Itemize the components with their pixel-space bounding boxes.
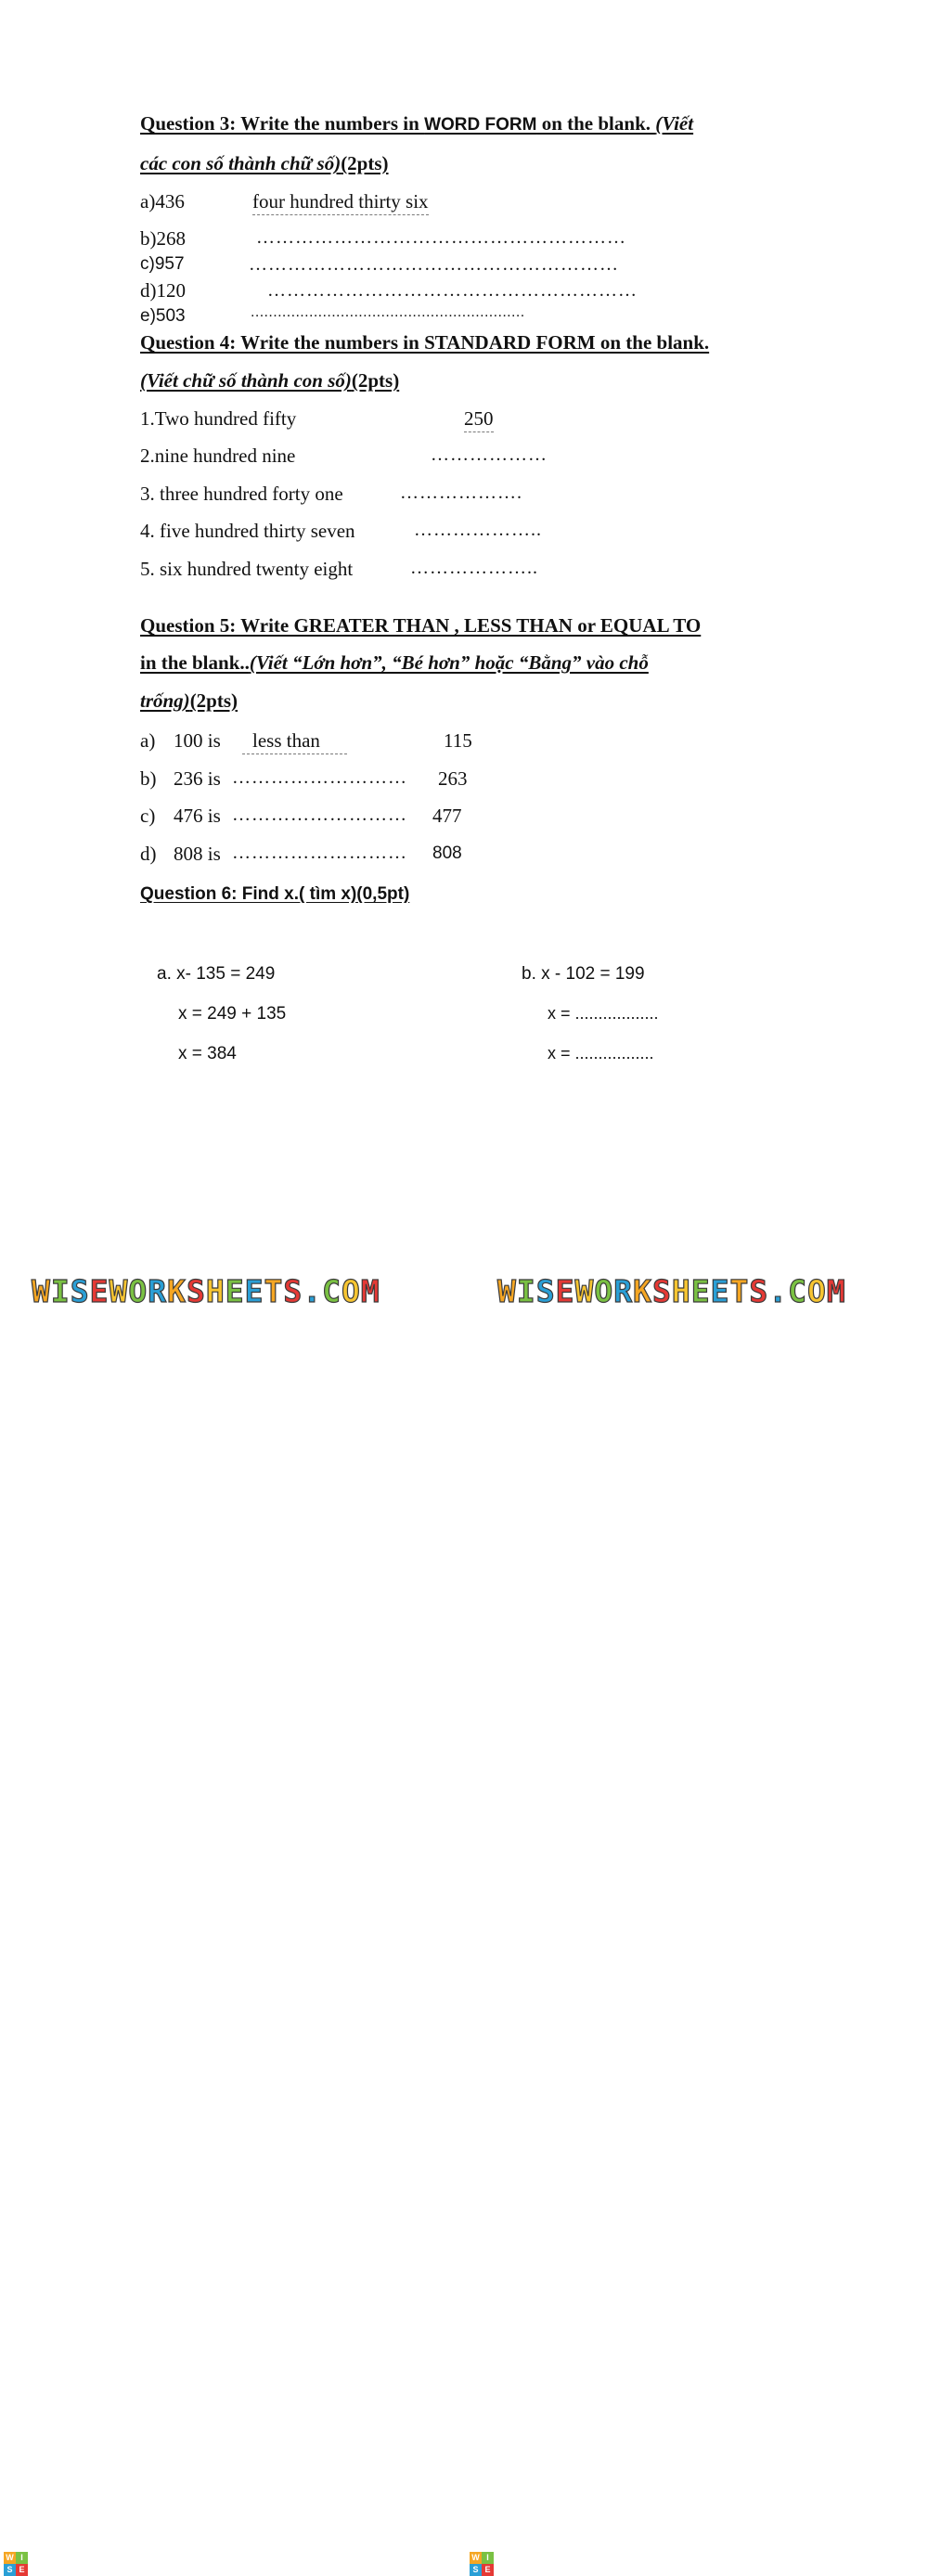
watermark-letter: S (652, 1273, 672, 1309)
q5-item-d-blank[interactable]: ……………………… (232, 843, 407, 863)
watermark-letter: O (807, 1273, 827, 1309)
q5-item-d-letter: d) (140, 843, 157, 865)
q3-item-a-label: a)436 (140, 190, 185, 213)
q6-a-line2: x = 249 + 135 (178, 1004, 287, 1024)
q3-item-c-label: c)957 (140, 254, 185, 274)
watermark-letter: E (555, 1273, 575, 1309)
watermark-letter: T (729, 1273, 750, 1309)
q5-item-c-letter: c) (140, 805, 156, 827)
watermark-letter: W (497, 1273, 517, 1309)
watermark-letter: E (244, 1273, 264, 1309)
q5-item-a-left: 100 is (174, 729, 221, 752)
q6-a-line3: x = 384 (178, 1044, 237, 1063)
q6-b-line1: b. x - 102 = 199 (522, 964, 645, 984)
q4-item-1-label: 1.Two hundred fifty (140, 407, 297, 430)
watermark-letter: M (826, 1273, 846, 1309)
watermark-letter: . (303, 1273, 323, 1309)
q4-heading-line2: (Viết chữ số thành con số)(2pts) (140, 369, 400, 392)
watermark-letter: S (535, 1273, 556, 1309)
watermark-letter: H (671, 1273, 691, 1309)
watermark-letter: I (50, 1273, 71, 1309)
watermark-letter: E (225, 1273, 245, 1309)
q6-a-line1: a. x- 135 = 249 (157, 964, 276, 984)
q3-heading-line1: Question 3: Write the numbers in WORD FORM on the blank. (Viết (140, 112, 694, 135)
watermark-letter: O (342, 1273, 361, 1309)
watermark-letter: T (264, 1273, 284, 1309)
watermark-letter: S (70, 1273, 90, 1309)
watermark-letter: W (574, 1273, 595, 1309)
q4-item-2-blank[interactable]: ……………… (431, 444, 548, 465)
watermark-letter: C (322, 1273, 342, 1309)
q5-item-c-left: 476 is (174, 805, 221, 827)
q3-item-c-blank[interactable]: ………………………………………………… (249, 254, 619, 275)
logo-icon: W I S E (470, 2552, 494, 2576)
q5-item-b-left: 236 is (174, 767, 221, 790)
q5-item-b-letter: b) (140, 767, 157, 790)
watermark-letter: R (613, 1273, 634, 1309)
q3-item-e-label: e)503 (140, 306, 186, 326)
watermark-letter: C (788, 1273, 807, 1309)
q4-item-2-label: 2.nine hundred nine (140, 444, 296, 467)
watermark-letter: R (148, 1273, 168, 1309)
q5-item-a-answer: less than (242, 729, 347, 754)
q4-heading-line1: Question 4: Write the numbers in STANDARD FORM on the blank. (140, 331, 710, 354)
q3-item-b-label: b)268 (140, 227, 186, 250)
watermark-letter: K (633, 1273, 652, 1309)
watermark-letter: S (749, 1273, 769, 1309)
watermark-letter: E (710, 1273, 730, 1309)
q5-item-a-letter: a) (140, 729, 156, 752)
watermark-letter: W (32, 1273, 51, 1309)
watermark-letter: S (187, 1273, 206, 1309)
q5-heading-line2: in the blank..(Viết “Lớn hơn”, “Bé hơn” hoặc “Bằng” vào chỗ (140, 651, 649, 674)
watermark-letter: E (89, 1273, 110, 1309)
q4-item-4-blank[interactable]: ……………….. (414, 520, 542, 540)
watermark-text (32, 1275, 380, 1308)
q6-heading: Question 6: Find x.( tìm x)(0,5pt) (140, 884, 410, 904)
q3-item-a-answer: four hundred thirty six (252, 190, 429, 215)
watermark-letter: I (516, 1273, 536, 1309)
q5-heading-line3: trống)(2pts) (140, 689, 238, 712)
q5-item-c-right: 477 (432, 805, 462, 827)
q6-b-line3[interactable]: x = ................. (548, 1044, 654, 1063)
q5-item-b-blank[interactable]: ……………………… (232, 767, 407, 788)
q4-item-1-answer: 250 (464, 407, 494, 432)
watermark-letter: O (594, 1273, 614, 1309)
q5-item-c-blank[interactable]: ……………………… (232, 805, 407, 825)
q4-item-3-blank[interactable]: ………………. (400, 483, 522, 503)
q3-heading-line2: các con số thành chữ số)(2pts) (140, 152, 389, 174)
q3-item-e-blank[interactable]: ............................................................. (251, 304, 525, 320)
q5-heading-line1: Question 5: Write GREATER THAN , LESS THAN or EQUAL TO (140, 614, 702, 637)
q3-item-b-blank[interactable]: ………………………………………………… (256, 227, 626, 248)
watermark-letter: H (205, 1273, 226, 1309)
q4-item-5-label: 5. six hundred twenty eight (140, 558, 354, 580)
watermark-letter: . (768, 1273, 789, 1309)
q3-item-d-blank[interactable]: ………………………………………………… (267, 280, 638, 301)
logo-icon: W I S E (4, 2552, 28, 2576)
q4-item-3-label: 3. three hundred forty one (140, 483, 343, 505)
q5-item-b-right: 263 (438, 767, 468, 790)
q4-item-5-blank[interactable]: ……………….. (410, 558, 538, 578)
watermark-letter: K (167, 1273, 187, 1309)
watermark-text (497, 1275, 846, 1308)
q5-item-a-right: 115 (444, 729, 472, 752)
q6-b-line2[interactable]: x = .................. (548, 1004, 659, 1023)
watermark-letter: M (360, 1273, 380, 1309)
q4-item-4-label: 4. five hundred thirty seven (140, 520, 355, 542)
watermark-letter: O (128, 1273, 148, 1309)
watermark-letter: S (283, 1273, 303, 1309)
watermark-letter: W (109, 1273, 129, 1309)
q5-item-d-right: 808 (432, 844, 462, 863)
watermark-letter: E (690, 1273, 711, 1309)
q5-item-d-left: 808 is (174, 843, 221, 865)
q3-item-d-label: d)120 (140, 279, 186, 302)
